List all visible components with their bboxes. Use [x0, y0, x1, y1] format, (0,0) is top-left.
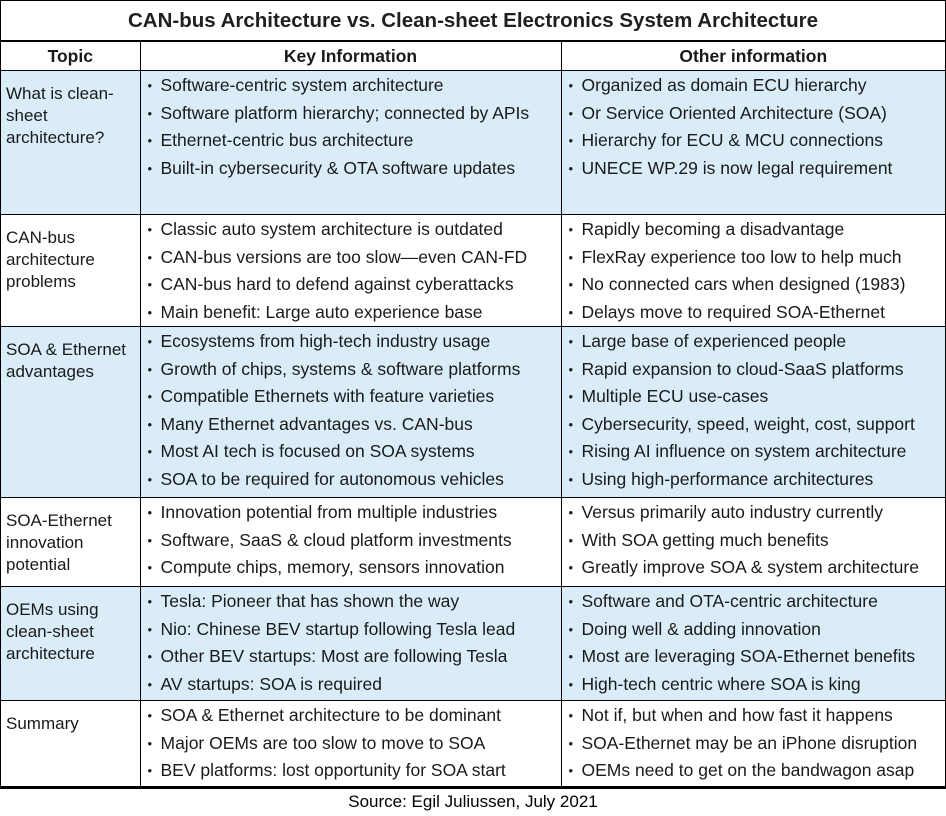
bullet-icon: • — [147, 763, 153, 778]
list-item — [562, 271, 946, 299]
bullet-icon: • — [147, 532, 153, 548]
bullet-icon: • — [147, 361, 153, 377]
list-item — [141, 643, 561, 671]
bullet-icon: • — [147, 708, 153, 723]
list-item-text: CAN-bus hard to defend against cyberattacks — [160, 274, 514, 294]
list-item — [141, 411, 561, 439]
other-information-cell — [561, 587, 945, 701]
list-item-text: Ecosystems from high-tech industry usage — [160, 331, 491, 351]
list-item — [141, 271, 561, 299]
list-item-text: Many Ethernet advantages vs. CAN-bus — [160, 413, 473, 434]
list-item — [562, 554, 946, 582]
other-information-cell — [561, 327, 945, 498]
list-item-text: Ethernet-centric bus architecture — [160, 130, 414, 150]
list-item-text: Organized as domain ECU hierarchy — [581, 75, 867, 95]
list-item — [141, 757, 561, 785]
list-item-text: High-tech centric where SOA is king — [581, 673, 861, 694]
list-item-text: Software-centric system architecture — [160, 75, 444, 95]
list-item — [562, 671, 946, 699]
bullet-list — [562, 72, 946, 182]
list-item — [141, 356, 561, 384]
list-item — [141, 127, 561, 155]
bullet-icon: • — [568, 621, 574, 637]
list-item — [562, 527, 946, 555]
list-item-text: Cybersecurity, speed, weight, cost, support — [581, 413, 915, 434]
bullet-icon: • — [568, 160, 574, 176]
list-item — [562, 155, 946, 183]
list-item-text: SOA-Ethernet may be an iPhone disruption — [581, 732, 918, 753]
bullet-icon: • — [568, 222, 574, 237]
bullet-icon: • — [568, 361, 574, 377]
list-item-text: SOA to be required for autonomous vehicles — [160, 468, 504, 489]
list-item — [562, 499, 946, 527]
bullet-icon: • — [147, 649, 153, 664]
list-item-text: Multiple ECU use-cases — [581, 386, 769, 406]
table-row — [1, 327, 945, 498]
list-item — [562, 616, 946, 644]
bullet-icon: • — [568, 277, 574, 292]
list-item-text: BEV platforms: lost opportunity for SOA start — [160, 760, 506, 780]
bullet-list — [562, 328, 946, 493]
list-item-text: Compatible Ethernets with feature varieties — [160, 386, 495, 406]
list-item — [562, 702, 946, 730]
list-item-text: Delays move to required SOA-Ethernet — [581, 301, 885, 322]
bullet-list — [562, 702, 946, 785]
list-item — [562, 438, 946, 466]
topic-cell: OEMs using clean-sheet architecture — [1, 587, 140, 701]
list-item — [562, 72, 946, 100]
key-information-cell — [140, 587, 561, 701]
bullet-icon: • — [147, 560, 153, 575]
list-item — [141, 702, 561, 730]
bullet-icon: • — [147, 505, 153, 520]
table-row — [1, 71, 945, 215]
bullet-icon: • — [568, 735, 574, 751]
key-information-cell — [140, 215, 561, 327]
bullet-icon: • — [568, 416, 574, 432]
list-item-text: Main benefit: Large auto experience base — [160, 301, 483, 322]
topic-cell: CAN-bus architecture problems — [1, 215, 140, 327]
list-item — [141, 299, 561, 327]
list-item-text: UNECE WP.29 is now legal requirement — [581, 157, 893, 178]
bullet-icon: • — [568, 249, 574, 265]
bullet-list — [562, 216, 946, 326]
bullet-icon: • — [147, 249, 153, 265]
list-item — [562, 588, 946, 616]
key-information-cell — [140, 71, 561, 215]
list-item-text: CAN-bus versions are too slow—even CAN-FD — [160, 246, 528, 267]
topic-cell: Summary — [1, 701, 140, 787]
bullet-icon: • — [147, 735, 153, 751]
list-item — [141, 244, 561, 272]
bullet-icon: • — [568, 532, 574, 548]
key-information-cell — [140, 498, 561, 587]
bullet-icon: • — [147, 416, 153, 432]
comparison-table — [1, 41, 945, 787]
bullet-icon: • — [568, 708, 574, 723]
bullet-icon: • — [147, 389, 153, 404]
topic-cell: SOA & Ethernet advantages — [1, 327, 140, 498]
list-item-text: Tesla: Pioneer that has shown the way — [160, 591, 460, 611]
key-information-cell — [140, 327, 561, 498]
bullet-icon: • — [147, 277, 153, 292]
list-item-text: Large base of experienced people — [581, 331, 847, 351]
header-other-information: Other information — [561, 42, 945, 71]
bullet-icon: • — [568, 676, 574, 692]
other-information-cell — [561, 215, 945, 327]
bullet-icon: • — [568, 594, 574, 609]
bullet-list — [562, 499, 946, 582]
bullet-list — [141, 499, 561, 582]
list-item — [141, 328, 561, 356]
list-item — [141, 730, 561, 758]
list-item-text: Most AI tech is focused on SOA systems — [160, 441, 475, 461]
list-item — [562, 730, 946, 758]
list-item — [141, 466, 561, 494]
other-information-cell — [561, 71, 945, 215]
list-item-text: Software platform hierarchy; connected by APIs — [160, 102, 530, 123]
list-item-text: Classic auto system architecture is outdated — [160, 219, 503, 239]
bullet-icon: • — [147, 160, 153, 176]
bullet-icon: • — [568, 471, 574, 487]
table-row — [1, 701, 945, 787]
bullet-icon: • — [147, 471, 153, 487]
list-item — [562, 127, 946, 155]
list-item-text: No connected cars when designed (1983) — [581, 274, 906, 294]
list-item-text: Nio: Chinese BEV startup following Tesla lead — [160, 618, 516, 639]
header-row — [1, 42, 945, 71]
list-item-text: Or Service Oriented Architecture (SOA) — [581, 102, 887, 123]
other-information-cell — [561, 701, 945, 787]
bullet-list — [141, 588, 561, 698]
bullet-icon: • — [568, 105, 574, 121]
list-item-text: Rising AI influence on system architecture — [581, 441, 907, 461]
bullet-icon: • — [568, 334, 574, 349]
bullet-icon: • — [147, 133, 153, 148]
list-item-text: Rapidly becoming a disadvantage — [581, 219, 845, 239]
list-item — [141, 100, 561, 128]
source-note: Source: Egil Juliussen, July 2021 — [1, 787, 945, 816]
bullet-list — [141, 702, 561, 785]
header-key-information: Key Information — [140, 42, 561, 71]
list-item — [562, 216, 946, 244]
bullet-icon: • — [568, 505, 574, 520]
bullet-icon: • — [568, 78, 574, 93]
table-title: CAN-bus Architecture vs. Clean-sheet Electronics System Architecture — [1, 1, 945, 41]
list-item-text: Not if, but when and how fast it happens — [581, 705, 893, 725]
list-item-text: Hierarchy for ECU & MCU connections — [581, 130, 883, 150]
list-item — [562, 328, 946, 356]
bullet-icon: • — [147, 334, 153, 349]
bullet-icon: • — [147, 222, 153, 237]
topic-cell: What is clean-sheet architecture? — [1, 71, 140, 215]
list-item — [141, 216, 561, 244]
bullet-icon: • — [568, 389, 574, 404]
list-item — [141, 499, 561, 527]
bullet-icon: • — [147, 444, 153, 459]
list-item — [562, 466, 946, 494]
list-item-text: Versus primarily auto industry currently — [581, 502, 883, 522]
list-item-text: Rapid expansion to cloud-SaaS platforms — [581, 358, 904, 379]
list-item-text: Innovation potential from multiple industries — [160, 502, 498, 522]
topic-cell: SOA-Ethernet innovation potential — [1, 498, 140, 587]
list-item-text: SOA & Ethernet architecture to be dominant — [160, 705, 501, 725]
list-item — [141, 554, 561, 582]
list-item-text: Doing well & adding innovation — [581, 618, 821, 639]
list-item-text: With SOA getting much benefits — [581, 529, 829, 550]
bullet-icon: • — [147, 676, 153, 692]
list-item-text: FlexRay experience too low to help much — [581, 246, 902, 267]
list-item-text: AV startups: SOA is required — [160, 673, 382, 694]
bullet-icon: • — [568, 133, 574, 148]
list-item-text: Using high-performance architectures — [581, 468, 874, 489]
list-item — [141, 155, 561, 183]
bullet-icon: • — [568, 444, 574, 459]
list-item-text: OEMs need to get on the bandwagon asap — [581, 760, 915, 780]
table-row — [1, 498, 945, 587]
list-item — [141, 438, 561, 466]
list-item — [141, 72, 561, 100]
bullet-list — [141, 72, 561, 182]
list-item — [562, 643, 946, 671]
bullet-icon: • — [568, 649, 574, 664]
bullet-icon: • — [568, 304, 574, 320]
list-item — [141, 616, 561, 644]
list-item — [141, 671, 561, 699]
list-item — [141, 383, 561, 411]
bullet-icon: • — [568, 763, 574, 778]
list-item — [562, 244, 946, 272]
list-item-text: Growth of chips, systems & software platforms — [160, 358, 521, 379]
list-item-text: Built-in cybersecurity & OTA software updates — [160, 157, 516, 178]
bullet-list — [141, 328, 561, 493]
list-item — [562, 100, 946, 128]
table-body — [1, 71, 945, 787]
list-item — [141, 588, 561, 616]
bullet-icon: • — [147, 304, 153, 320]
key-information-cell — [140, 701, 561, 787]
bullet-icon: • — [147, 105, 153, 121]
bullet-icon: • — [147, 594, 153, 609]
list-item-text: Software, SaaS & cloud platform investments — [160, 529, 512, 550]
bullet-icon: • — [147, 621, 153, 637]
bullet-list — [141, 216, 561, 326]
header-topic: Topic — [1, 42, 140, 71]
list-item-text: Greatly improve SOA & system architecture — [581, 557, 919, 577]
table-row — [1, 215, 945, 327]
list-item-text: Other BEV startups: Most are following Tesla — [160, 646, 508, 666]
list-item — [562, 356, 946, 384]
bullet-icon: • — [568, 560, 574, 575]
list-item — [562, 757, 946, 785]
list-item-text: Most are leveraging SOA-Ethernet benefits — [581, 646, 916, 666]
list-item-text: Compute chips, memory, sensors innovation — [160, 557, 505, 577]
list-item-text: Software and OTA-centric architecture — [581, 591, 878, 611]
bullet-list — [562, 588, 946, 698]
list-item — [562, 299, 946, 327]
list-item — [562, 383, 946, 411]
list-item — [141, 527, 561, 555]
list-item — [562, 411, 946, 439]
other-information-cell — [561, 498, 945, 587]
table-row — [1, 587, 945, 701]
bullet-icon: • — [147, 78, 153, 93]
list-item-text: Major OEMs are too slow to move to SOA — [160, 732, 486, 753]
